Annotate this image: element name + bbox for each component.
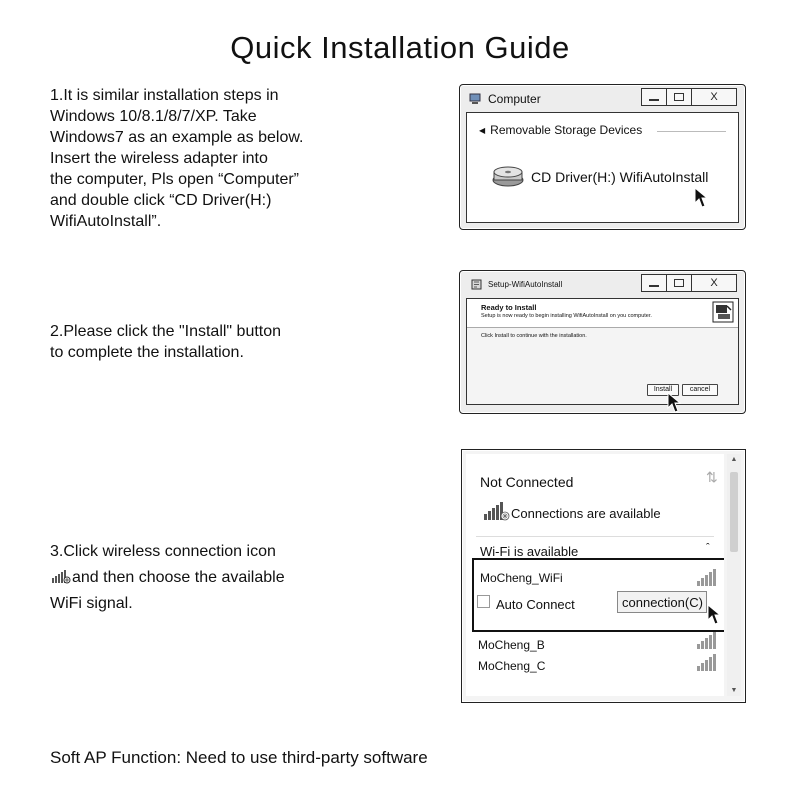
step-3-line: 3.Click wireless connection icon <box>50 543 276 560</box>
step-2-text <box>50 321 281 363</box>
setup-window-content <box>466 298 739 405</box>
setup-subheading: Setup is now ready to begin installing WifiAutoInstall on you computer. <box>481 313 652 319</box>
installer-computer-icon <box>713 302 733 322</box>
network-ssid[interactable]: MoCheng_B <box>478 638 545 652</box>
step-1-line: Windows7 as an example as below. <box>50 129 304 146</box>
step-1-text <box>50 85 303 232</box>
minimize-button[interactable] <box>641 274 667 292</box>
setup-window <box>459 270 746 414</box>
connect-button[interactable]: connection(C) <box>617 591 707 613</box>
computer-window-title: Computer <box>488 92 541 106</box>
setup-heading: Ready to Install <box>481 303 537 312</box>
step-1-line: WifiAutoInstall”. <box>50 213 162 230</box>
connections-available-text: Connections are available <box>511 506 661 521</box>
scrollbar-thumb[interactable] <box>730 472 738 552</box>
page-title: Quick Installation Guide <box>230 30 570 65</box>
setup-header <box>467 299 738 328</box>
maximize-icon <box>674 279 684 287</box>
cd-drive-label[interactable]: CD Driver(H:) WifiAutoInstall <box>531 169 709 185</box>
scroll-down-icon[interactable]: ▼ <box>730 687 738 694</box>
wifi-available-header: Wi-Fi is available <box>480 544 579 559</box>
step-1-line: and double click “CD Driver(H:) <box>50 192 272 209</box>
computer-icon <box>469 93 483 105</box>
signal-strength-icon <box>696 632 716 650</box>
minimize-icon <box>649 285 659 287</box>
scrollbar[interactable] <box>727 454 741 696</box>
chevron-up-icon[interactable]: ˆ <box>706 542 710 554</box>
signal-strength-icon <box>696 569 716 587</box>
connection-status: Not Connected <box>480 474 574 490</box>
step-3-line <box>50 565 285 591</box>
computer-window <box>459 84 746 230</box>
footer-note: Soft AP Function: Need to use third-party software <box>50 748 428 767</box>
step-1-line: Windows 10/8.1/8/7/XP. Take <box>50 108 257 125</box>
minimize-icon <box>649 99 659 101</box>
setup-body: Click Install to continue with the installation. <box>481 333 587 339</box>
section-label: Removable Storage Devices <box>490 123 643 137</box>
maximize-button[interactable] <box>666 274 692 292</box>
step-1-line: 1.It is similar installation steps in <box>50 87 279 104</box>
divider <box>657 131 726 132</box>
install-button[interactable]: Install <box>647 384 679 396</box>
cursor-arrow-icon <box>667 392 683 416</box>
wifi-panel-window <box>461 449 746 703</box>
drive-icon[interactable] <box>491 163 525 189</box>
step-3-text <box>50 539 285 617</box>
step-1-line: the computer, Pls open “Computer” <box>50 171 300 188</box>
wifi-panel <box>466 454 724 696</box>
step-2-line: to complete the installation. <box>50 344 244 361</box>
network-ssid[interactable]: MoCheng_C <box>478 659 546 673</box>
removable-storage-header[interactable] <box>479 123 642 137</box>
maximize-button[interactable] <box>666 88 692 106</box>
computer-window-content <box>466 112 739 223</box>
close-icon: X <box>710 276 718 289</box>
wireless-signal-icon <box>50 568 72 584</box>
auto-connect-checkbox[interactable] <box>477 595 490 608</box>
minimize-button[interactable] <box>641 88 667 106</box>
setup-window-title: Setup-WifiAutoInstall <box>488 280 563 289</box>
scroll-up-icon[interactable]: ▲ <box>730 456 738 463</box>
network-ssid[interactable]: MoCheng_WiFi <box>480 571 563 585</box>
step-2-line: 2.Please click the "Install" button <box>50 323 282 340</box>
cursor-arrow-icon <box>707 604 723 628</box>
setup-icon <box>471 279 483 291</box>
cursor-arrow-icon <box>694 187 710 211</box>
wireless-signal-icon <box>482 500 512 522</box>
close-icon: X <box>710 90 718 103</box>
signal-strength-icon <box>696 654 716 672</box>
step-1-line: Insert the wireless adapter into <box>50 150 268 167</box>
collapse-triangle-icon: ◀ <box>479 125 486 135</box>
window-controls <box>642 274 737 292</box>
refresh-icon[interactable]: ⇅ <box>706 469 718 485</box>
step-3-line-text: and then choose the available <box>72 569 285 586</box>
setup-window-titlebar[interactable] <box>460 271 745 297</box>
step-3-line: WiFi signal. <box>50 595 133 612</box>
computer-window-titlebar[interactable] <box>460 85 745 111</box>
close-button[interactable] <box>691 88 737 106</box>
cancel-button[interactable]: cancel <box>682 384 718 396</box>
close-button[interactable] <box>691 274 737 292</box>
divider <box>476 536 714 537</box>
window-controls <box>642 88 737 106</box>
maximize-icon <box>674 93 684 101</box>
auto-connect-label: Auto Connect <box>496 597 575 612</box>
